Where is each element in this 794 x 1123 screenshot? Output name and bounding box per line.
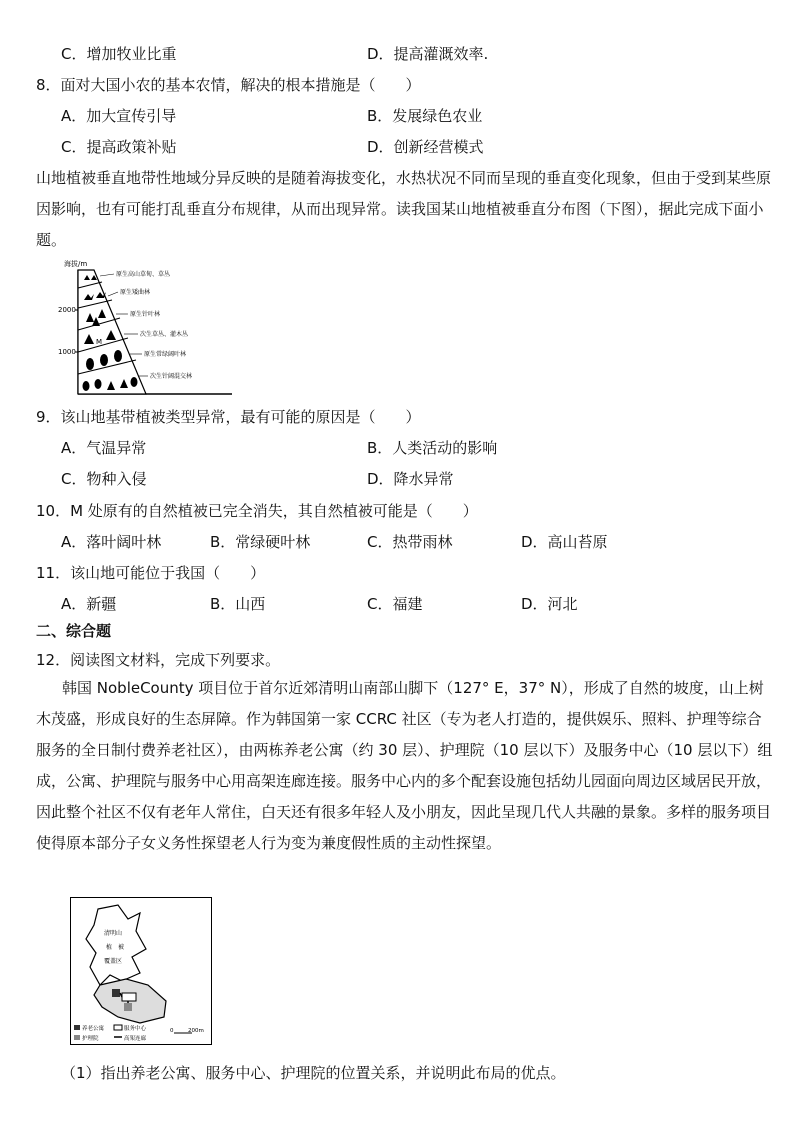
q9-option-d: D．降水异常 <box>367 470 454 488</box>
zone-label-5: 原生常绿阔叶林 <box>144 351 187 358</box>
map-label-3: 覆盖区 <box>104 958 123 965</box>
q9-option-c: C．物种入侵 <box>61 470 147 488</box>
scale-label: 200m <box>188 1028 204 1034</box>
q8-option-c: C．提高政策补贴 <box>61 138 177 156</box>
q9-option-a: A．气温异常 <box>61 439 147 457</box>
legend-apartment: 养老公寓 <box>82 1026 105 1032</box>
legend-service: 服务中心 <box>124 1026 147 1032</box>
zone-label-6: 次生针阔混交林 <box>150 373 193 380</box>
tick-1000: 1000 <box>58 348 76 356</box>
nursing-home-marker <box>124 1003 132 1011</box>
zone-label-4: 次生草丛、灌木丛 <box>140 331 189 338</box>
apartment-marker <box>112 989 120 997</box>
section-heading: 二、综合题 <box>36 622 112 640</box>
passage-vegetation: 山地植被垂直地带性地域分异反映的是随着海拔变化，水热状况不同而呈现的垂直变化现象，但由于受到某些原因影响，也有可能打乱垂直分布规律，从而出现异常。读我国某山地植被垂直分布图（下图），据此完成下面小题。 <box>36 169 772 249</box>
y-axis-label: 海拔/m <box>64 260 88 268</box>
q10-option-b: B．常绿硬叶林 <box>210 533 311 551</box>
q7-option-d: D．提高灌溉效率. <box>367 45 489 63</box>
q8-option-b: B．发展绿色农业 <box>367 107 483 125</box>
vegetation-zone-figure <box>54 256 234 396</box>
community-map-figure <box>70 897 212 1045</box>
service-center-marker <box>122 993 136 1001</box>
zone-label-1: 原生高山草甸、草丛 <box>116 271 171 278</box>
zone-label-2: 原生矮曲林 <box>120 289 151 296</box>
map-label-2: 植 被 <box>106 944 125 951</box>
q11-option-d: D．河北 <box>521 595 578 613</box>
q9-stem: 9．该山地基带植被类型异常，最有可能的原因是（ ） <box>36 408 421 426</box>
q10-option-d: D．高山苔原 <box>521 533 608 551</box>
q8-option-d: D．创新经营模式 <box>367 138 484 156</box>
q9-option-b: B．人类活动的影响 <box>367 439 498 457</box>
q11-option-c: C．福建 <box>367 595 423 613</box>
q8-stem: 8．面对大国小农的基本农情，解决的根本措施是（ ） <box>36 76 421 94</box>
map-label-1: 清明山 <box>104 930 123 937</box>
legend-corridor: 高架连廊 <box>124 1036 147 1042</box>
q11-option-b: B．山西 <box>210 595 266 613</box>
zone-label-3: 原生针叶林 <box>130 311 161 318</box>
q11-option-a: A．新疆 <box>61 595 117 613</box>
q12-stem: 12．阅读图文材料，完成下列要求。 <box>36 651 281 669</box>
scale-zero: 0 <box>170 1028 174 1034</box>
q11-stem: 11．该山地可能位于我国（ ） <box>36 564 266 582</box>
q12-subquestion-1: （1）指出养老公寓、服务中心、护理院的位置关系，并说明此布局的优点。 <box>61 1064 566 1082</box>
q10-stem: 10．M 处原有的自然植被已完全消失，其自然植被可能是（ ） <box>36 502 478 520</box>
q10-option-c: C．热带雨林 <box>367 533 453 551</box>
marker-m: M <box>96 338 103 346</box>
legend-nursing: 护理院 <box>82 1036 99 1042</box>
q7-option-c: C．增加牧业比重 <box>61 45 177 63</box>
tick-2000: 2000 <box>58 306 76 314</box>
q12-passage: 韩国 NobleCounty 项目位于首尔近郊清明山南部山脚下（127° E，37° N），形成了自然的坡度，山上树木茂盛，形成良好的生态屏障。作为韩国第一家 CCRC 社区（专为老人打造的，提供娱乐、照料、护理等综合服务的全日制付费养老社区），由两栋养老公寓（约 30 层）、护理院（10 层以下）及服务中心（10 层以下）组成，公寓、护理院与服务中心用高架连廊连接。服务中心内的多个配套设施包括幼儿园面向周边区域居民开放，因此整个社区不仅有老年人常住，白天还有很多年轻人及小朋友，因此呈现几代人共融的景象。多样的服务项目使得原本部分子女义务性探望老人行为变为兼度假性质的主动性探望。 <box>36 679 773 852</box>
q8-option-a: A．加大宣传引导 <box>61 107 177 125</box>
q10-option-a: A．落叶阔叶林 <box>61 533 162 551</box>
